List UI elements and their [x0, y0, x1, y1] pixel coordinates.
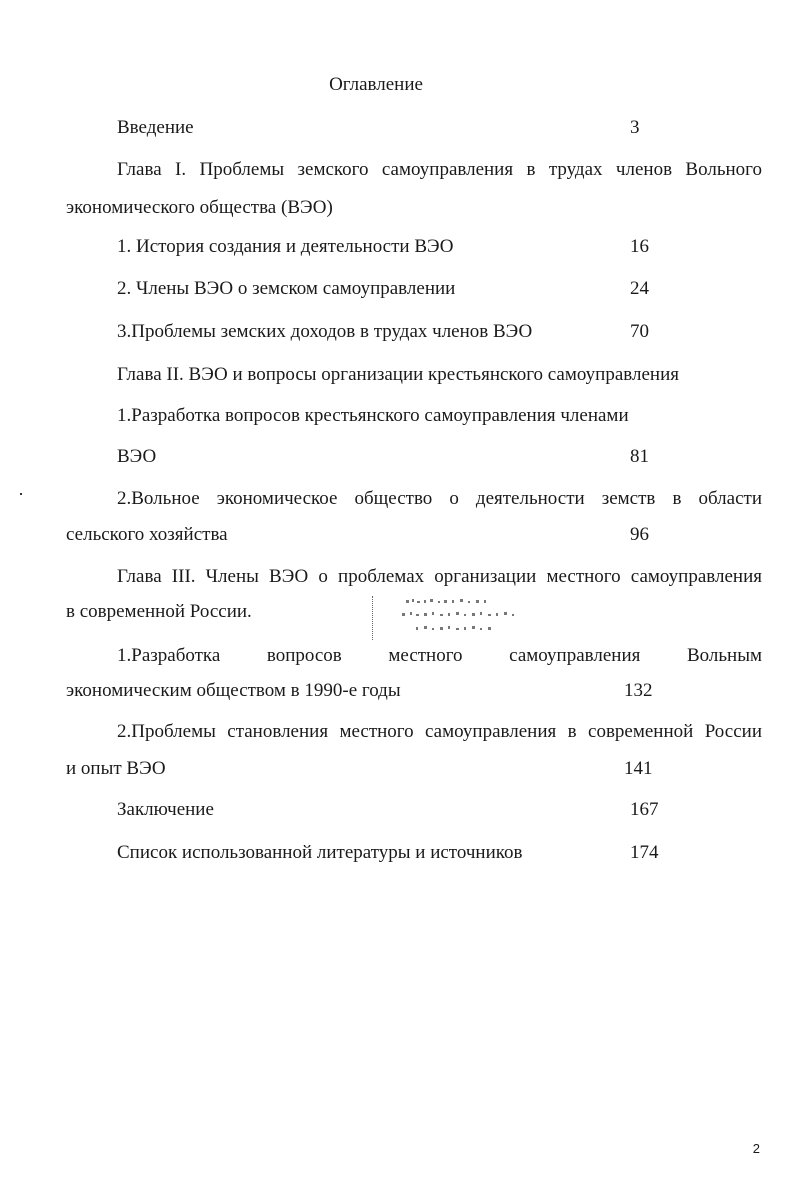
chapter3-heading-line2: в современной России.	[66, 601, 252, 622]
chapter2-section1-line2: ВЭО	[117, 446, 157, 467]
conclusion-page: 167	[630, 799, 659, 820]
chapter3-section1-line1: 1.Разработка вопросов местного самоуправления Вольным	[117, 645, 762, 666]
chapter3-section2-line2: и опыт ВЭО	[66, 758, 166, 779]
bibliography-page: 174	[630, 842, 659, 863]
toc-title: Оглавление	[329, 74, 423, 95]
chapter2-section1-page: 81	[630, 446, 649, 467]
chapter2-section1-line1: 1.Разработка вопросов крестьянского самоуправления членами	[117, 405, 629, 426]
chapter1-section3-page: 70	[630, 321, 649, 342]
toc-intro-page: 3	[630, 117, 640, 138]
chapter1-heading-line2: экономического общества (ВЭО)	[66, 197, 333, 218]
chapter2-section2-line1: 2.Вольное экономическое общество о деятельности земств в области	[117, 488, 762, 509]
conclusion-label: Заключение	[117, 799, 214, 820]
chapter1-section2-page: 24	[630, 278, 649, 299]
chapter1-section3-label: 3.Проблемы земских доходов в трудах членов ВЭО	[117, 321, 533, 342]
chapter1-section2-label: 2. Члены ВЭО о земском самоуправлении	[117, 278, 456, 299]
chapter3-section1-page: 132	[624, 680, 653, 701]
bibliography-label: Список использованной литературы и источников	[117, 842, 523, 863]
toc-intro-label: Введение	[117, 117, 194, 138]
library-stamp-graphic	[372, 596, 532, 640]
chapter3-section2-page: 141	[624, 758, 653, 779]
chapter1-heading-line1: Глава I. Проблемы земского самоуправления в трудах членов Вольного	[117, 159, 762, 180]
chapter3-section1-line2: экономическим обществом в 1990-е годы	[66, 680, 401, 701]
chapter2-section2-page: 96	[630, 524, 649, 545]
page-number: 2	[752, 1141, 760, 1156]
chapter1-section1-page: 16	[630, 236, 649, 257]
chapter2-section2-line2: сельского хозяйства	[66, 524, 228, 545]
scan-speck	[20, 493, 22, 495]
chapter3-section2-line1: 2.Проблемы становления местного самоуправления в современной России	[117, 721, 762, 742]
chapter2-heading: Глава II. ВЭО и вопросы организации крестьянского самоуправления	[117, 364, 679, 385]
chapter1-section1-label: 1. История создания и деятельности ВЭО	[117, 236, 454, 257]
library-stamp	[372, 596, 532, 640]
chapter3-heading-line1: Глава III. Члены ВЭО о проблемах организации местного самоуправления	[117, 566, 762, 587]
